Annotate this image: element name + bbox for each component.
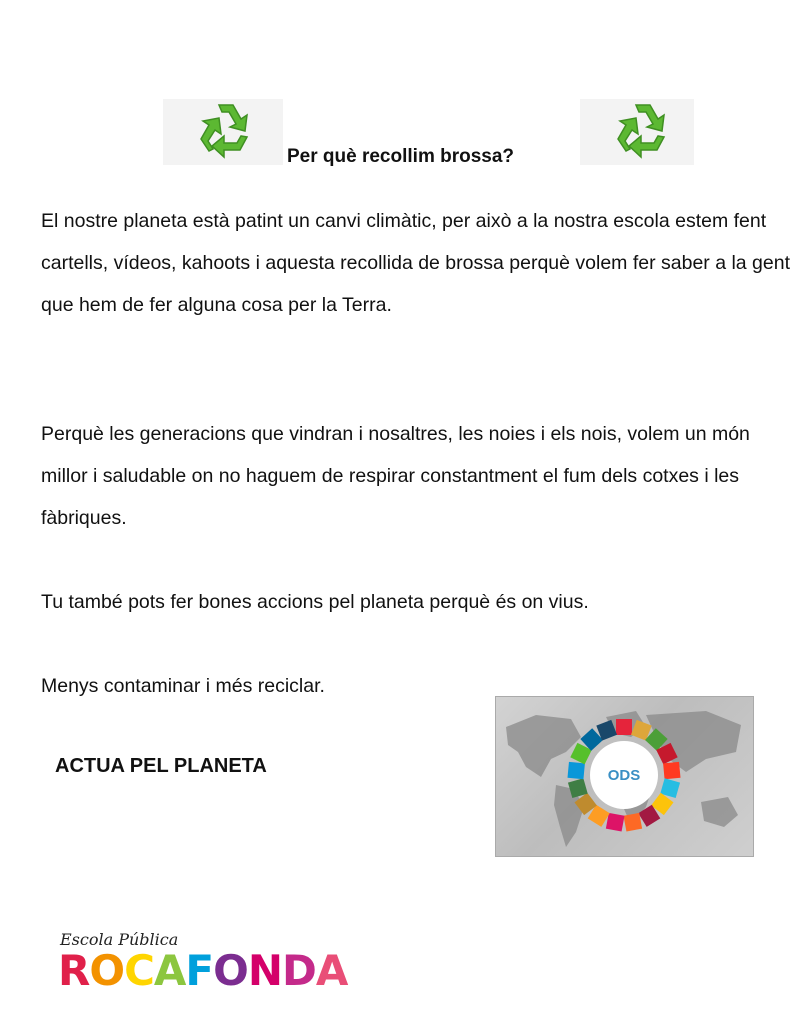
ods-tile [606,813,625,832]
logo-letter: N [247,946,282,995]
ods-tile [616,719,632,735]
logo-letter: C [124,946,154,995]
recycle-icon-right-box [580,99,694,165]
ods-tile [568,762,585,779]
logo-letter: A [315,946,348,995]
ods-tile [623,813,642,832]
logo-letter: D [281,946,316,995]
logo-school-type: Escola Pública [60,930,179,949]
logo-school-name [58,947,347,995]
recycle-icon-left-box [163,99,283,165]
paragraph-motto: Menys contaminar i més reciclar. [41,675,325,697]
slogan: ACTUA PEL PLANETA [55,755,267,777]
paragraph-generations: Perquè les generacions que vindran i nosaltres, les noies i els nois, volem un món millor i saludable on no haguem de respirar constantment el fum dels cotxes i les fàbriques. [41,423,750,529]
ods-image [495,696,754,857]
recycle-icon [189,99,257,165]
logo-letter: O [89,946,125,995]
logo-letter: R [58,946,90,995]
recycle-icon [606,99,674,165]
ods-label: ODS [607,767,641,784]
paragraph-intro: El nostre planeta està patint un canvi climàtic, per això a la nostra escola estem fent cartells, vídeos, kahoots i aquesta recollida de brossa perquè volem fer saber a la gent que hem de fer alguna cosa per la Terra. [41,210,791,316]
logo-letter: O [213,946,248,995]
logo-letter: A [153,946,186,995]
paragraph-actions: Tu també pots fer bones accions pel planeta perquè és on vius. [41,591,589,613]
page-title: Per què recollim brossa? [287,146,515,167]
ods-tile [663,762,680,779]
logo-letter: F [185,946,214,995]
